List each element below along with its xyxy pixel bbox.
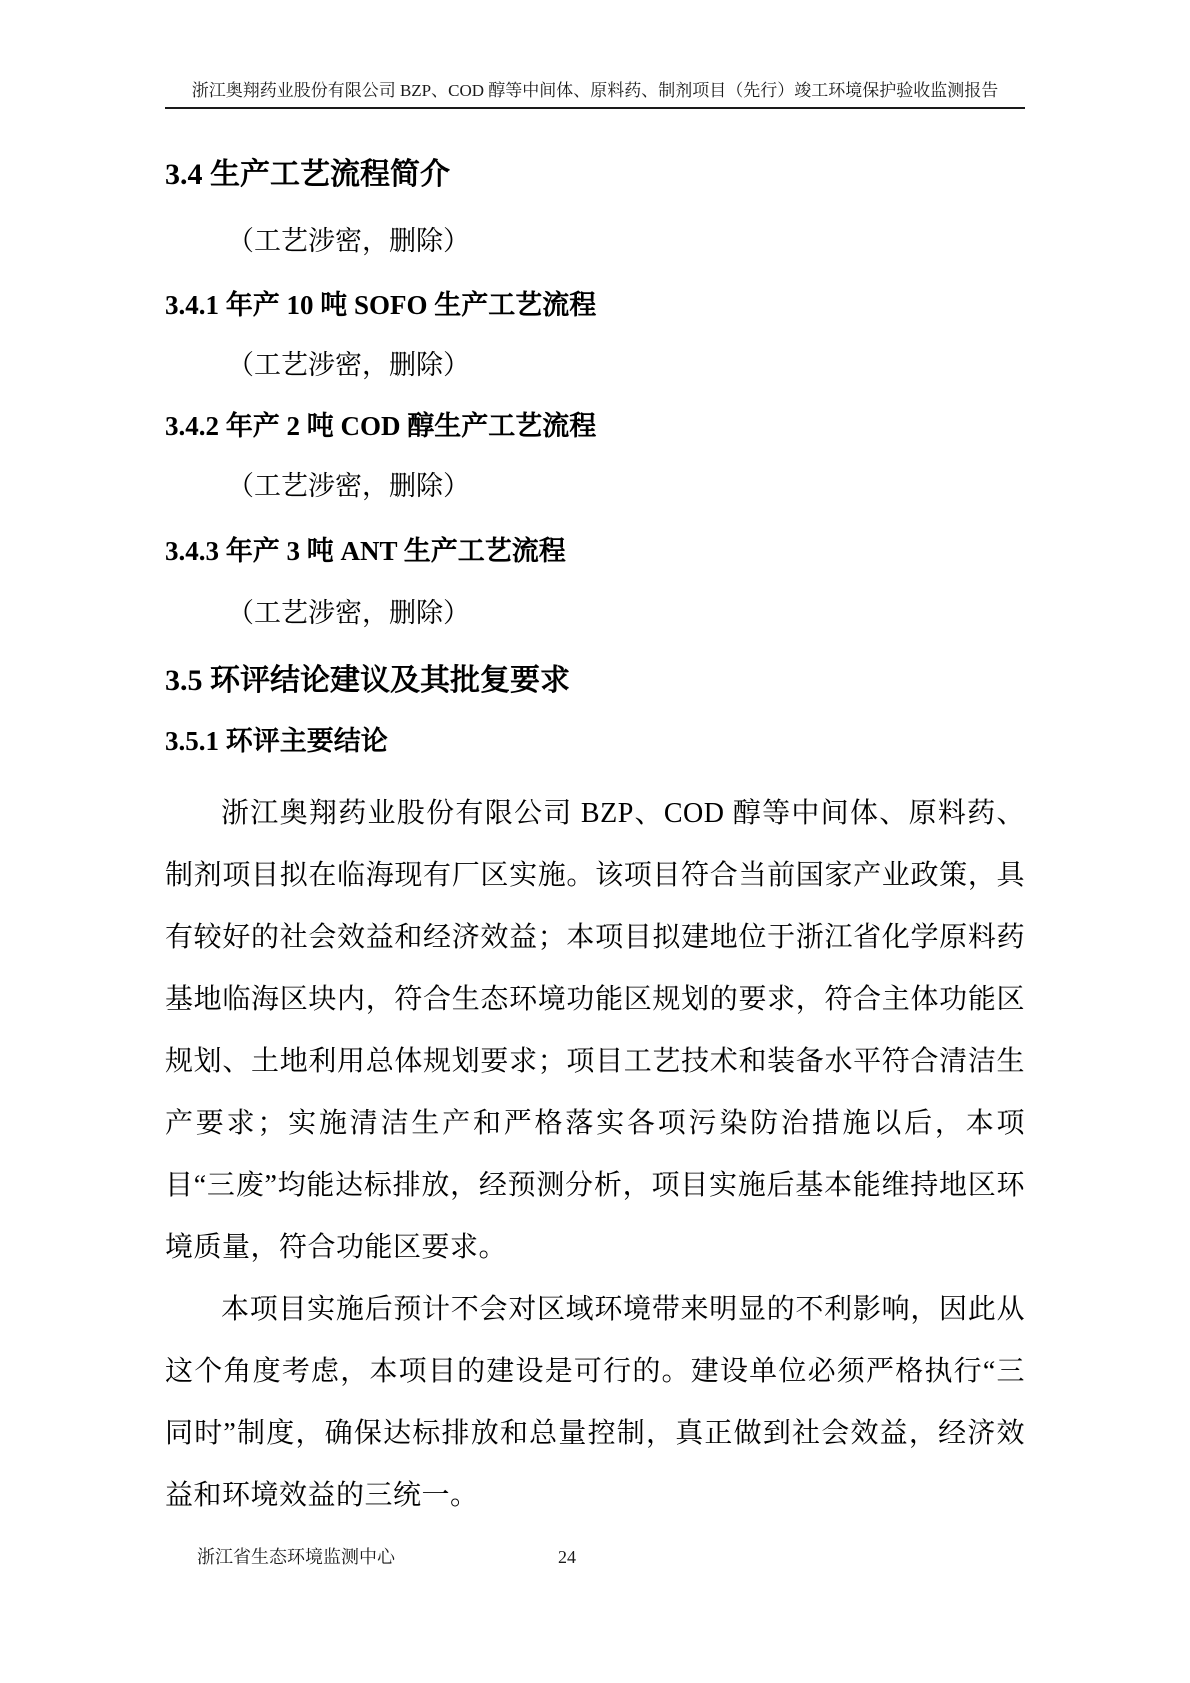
running-header bbox=[165, 78, 1025, 109]
section-heading-3-4-3: 3.4.3 年产 3 吨 ANT 生产工艺流程 bbox=[165, 536, 566, 566]
section-heading-3-5: 3.5 环评结论建议及其批复要求 bbox=[165, 664, 570, 697]
footer-organization: 浙江省生态环境监测中心 bbox=[197, 1547, 395, 1567]
redaction-note: （工艺涉密，删除） bbox=[227, 350, 470, 380]
page-number: 24 bbox=[558, 1547, 576, 1567]
running-header-title: 浙江奥翔药业股份有限公司 BZP、COD 醇等中间体、原料药、制剂项目（先行）竣工环境保护验收监测报告 bbox=[191, 81, 999, 100]
section-heading-3-4-1: 3.4.1 年产 10 吨 SOFO 生产工艺流程 bbox=[165, 290, 597, 320]
redaction-note: （工艺涉密，删除） bbox=[227, 471, 470, 501]
redaction-note: （工艺涉密，删除） bbox=[227, 226, 470, 256]
body-paragraph-feasibility: 本项目实施后预计不会对区域环境带来明显的不利影响，因此从这个角度考虑，本项目的建设是可行的。建设单位必须严格执行“三同时”制度，确保达标排放和总量控制，真正做到社会效益，经济效益和环境效益的三统一。 bbox=[165, 1294, 1025, 1511]
redaction-note: （工艺涉密，删除） bbox=[227, 598, 470, 628]
body-paragraph-eia-conclusion: 浙江奥翔药业股份有限公司 BZP、COD 醇等中间体、原料药、制剂项目拟在临海现有厂区实施。该项目符合当前国家产业政策，具有较好的社会效益和经济效益；本项目拟建地位于浙江省化学原料药基地临海区块内，符合生态环境功能区规划的要求，符合主体功能区规划、土地利用总体规划要求；项目工艺技术和装备水平符合清洁生产要求；实施清洁生产和严格落实各项污染防治措施以后，本项目“三废”均能达标排放，经预测分析，项目实施后基本能维持地区环境质量，符合功能区要求。 bbox=[165, 798, 1025, 1263]
page-content bbox=[165, 139, 1025, 1527]
section-heading-3-4: 3.4 生产工艺流程简介 bbox=[165, 158, 450, 191]
section-heading-3-5-1: 3.5.1 环评主要结论 bbox=[165, 726, 388, 756]
section-heading-3-4-2: 3.4.2 年产 2 吨 COD 醇生产工艺流程 bbox=[165, 411, 597, 441]
page-footer bbox=[0, 1544, 1190, 1574]
